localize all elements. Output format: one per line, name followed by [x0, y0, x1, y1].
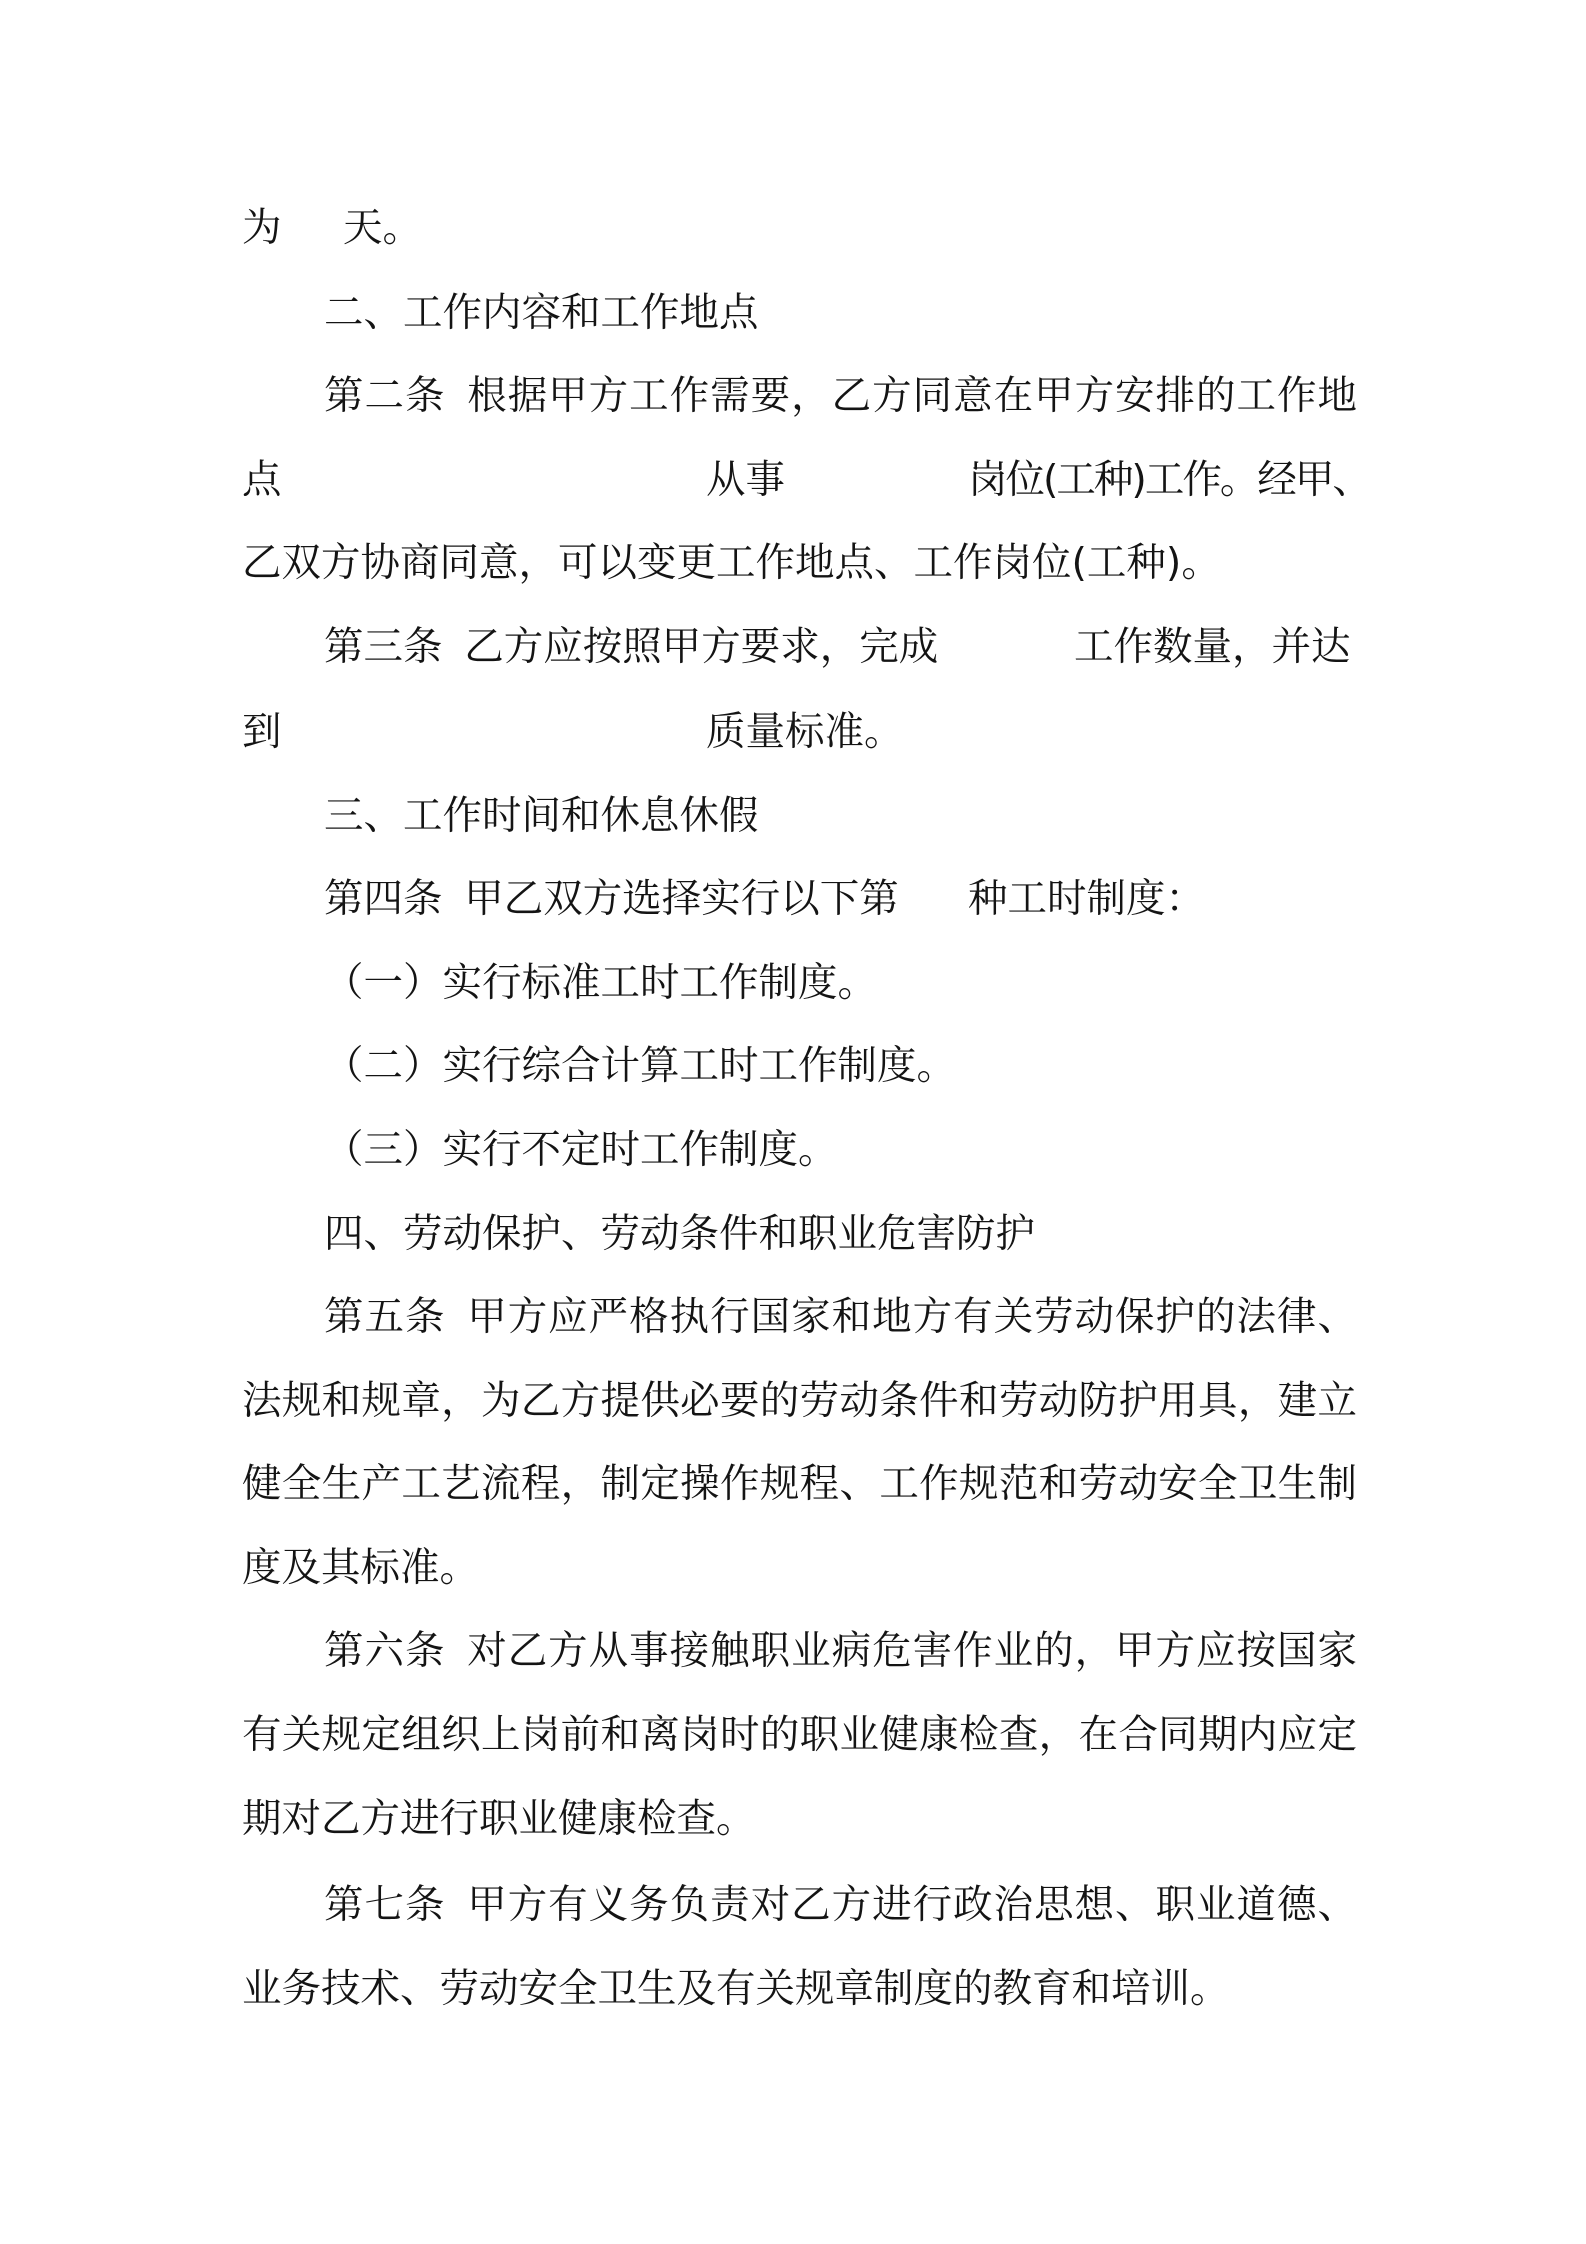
- section-2-heading: 二、工作内容和工作地点: [324, 290, 759, 336]
- article-3-line-1: [0, 605, 1586, 689]
- article-5-line-1: [324, 1275, 1357, 1359]
- article-6-line-2: 有关规定组织上岗前和离岗时的职业健康检查，在合同期内应定: [242, 1712, 1357, 1758]
- work-hours-option: （三）实行不定时工作制度。: [324, 1127, 838, 1173]
- article-3-fragment: 工作数量，并达: [1074, 624, 1351, 670]
- article-6-line-3: 期对乙方进行职业健康检查。: [242, 1796, 756, 1842]
- term-suffix: 天。: [343, 205, 422, 251]
- article-6-line-1: [324, 1609, 1357, 1693]
- article-4-fragment: 种工时制度：: [968, 876, 1205, 922]
- article-3-label: 第三条: [324, 624, 443, 670]
- article-6-text: 对乙方从事接触职业病危害作业的，甲方应按国家: [467, 1628, 1358, 1674]
- article-2-line-3: 乙双方协商同意，可以变更工作地点、工作岗位(工种)。: [242, 540, 1221, 586]
- article-4-fragment: [324, 857, 899, 941]
- article-5-line-2: 法规和规章，为乙方提供必要的劳动条件和劳动防护用具，建立: [242, 1378, 1357, 1424]
- article-2-fragment: 从事: [706, 457, 785, 503]
- article-3-fragment: 到: [242, 709, 282, 755]
- article-5-text: 甲方应严格执行国家和地方有关劳动保护的法律、: [467, 1294, 1358, 1340]
- work-hours-option: （一）实行标准工时工作制度。: [324, 960, 877, 1006]
- article-2-line-2: [0, 438, 1586, 522]
- article-7-line-2: 业务技术、劳动安全卫生及有关规章制度的教育和培训。: [242, 1966, 1230, 2012]
- article-3-line-2: [0, 690, 1586, 774]
- article-5-line-4: 度及其标准。: [242, 1545, 479, 1591]
- article-2-label: 第二条: [324, 373, 446, 419]
- article-3-fragment: [324, 605, 938, 689]
- article-2-fragment: 岗位(工种)工作。经甲、: [968, 457, 1370, 503]
- term-prefix: 为: [242, 205, 282, 251]
- section-4-heading: 四、劳动保护、劳动条件和职业危害防护: [324, 1211, 1035, 1257]
- article-7-text: 甲方有义务负责对乙方进行政治思想、职业道德、: [467, 1882, 1358, 1928]
- article-6-label: 第六条: [324, 1628, 446, 1674]
- article-4-label: 第四条: [324, 876, 443, 922]
- article-4-line-1: [0, 857, 1586, 941]
- term-line: [0, 186, 1586, 270]
- article-7-label: 第七条: [324, 1882, 446, 1928]
- article-5-label: 第五条: [324, 1294, 446, 1340]
- article-2-line-1: [324, 354, 1357, 438]
- article-3-text: 乙方应按照甲方要求，完成: [464, 624, 939, 670]
- article-2-fragment: 点: [242, 457, 282, 503]
- article-3-fragment: 质量标准。: [706, 709, 904, 755]
- article-2-text: 根据甲方工作需要，乙方同意在甲方安排的工作地: [467, 373, 1358, 419]
- article-4-text: 甲乙双方选择实行以下第: [464, 876, 899, 922]
- section-3-heading: 三、工作时间和休息休假: [324, 793, 759, 839]
- work-hours-option: （二）实行综合计算工时工作制度。: [324, 1043, 956, 1089]
- article-7-line-1: [324, 1863, 1357, 1947]
- article-5-line-3: 健全生产工艺流程，制定操作规程、工作规范和劳动安全卫生制: [242, 1461, 1357, 1507]
